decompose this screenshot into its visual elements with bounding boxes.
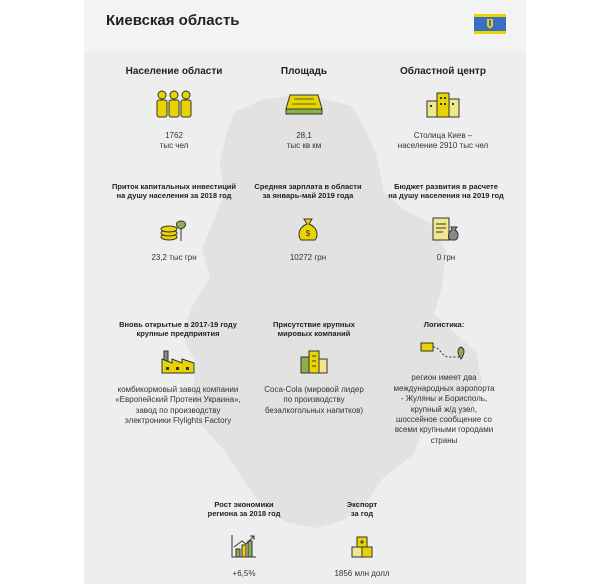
stat-logistics bbox=[374, 320, 514, 446]
budget-icon bbox=[431, 215, 461, 243]
stat-value: 28,1 тыс кв км bbox=[286, 130, 322, 150]
stat-world-companies bbox=[264, 320, 364, 416]
export-boxes-icon bbox=[348, 533, 376, 559]
growth-chart-icon bbox=[230, 533, 258, 559]
region-flag-icon bbox=[474, 14, 506, 34]
stat-salary bbox=[248, 182, 368, 263]
infographic-card bbox=[84, 0, 526, 584]
stat-label: Приток капитальных инвестиций на душу населения за 2018 год bbox=[111, 182, 237, 201]
logistics-route-icon bbox=[419, 337, 469, 363]
stat-label: Население области bbox=[125, 66, 223, 77]
stat-value: 10272 грн bbox=[289, 252, 327, 262]
stat-value: 1856 млн долл bbox=[334, 568, 390, 578]
city-buildings-icon bbox=[423, 89, 463, 119]
stat-label: Присутствие крупных мировых компаний bbox=[273, 320, 355, 339]
stat-label: Площадь bbox=[280, 66, 328, 77]
stat-label: Средняя зарплата в области за январь-май 2019 года bbox=[254, 182, 362, 201]
factory-icon bbox=[160, 347, 196, 375]
header bbox=[84, 0, 526, 52]
stat-new-enterprises bbox=[98, 320, 258, 426]
stat-value: регион имеет два международных аэропорта - Жуляны и Борисполь, крупный ж/д узел, шоссейное сообщение со всеми крупными городами страны bbox=[393, 373, 495, 445]
land-area-icon bbox=[284, 89, 324, 119]
people-icon bbox=[154, 89, 194, 119]
page-title: Киевская область bbox=[106, 12, 240, 29]
stat-value: Столица Киев – население 2910 тыс чел bbox=[397, 130, 489, 150]
stat-value: Coca-Cola (мировой лидер по производству безалкогольных напитков) bbox=[264, 384, 364, 415]
stat-label: Вновь открытые в 2017-19 году крупные предприятия bbox=[119, 320, 237, 339]
stat-value: комбикормовый завод компании «Европейский Протеин Украина», завод по производству электроники Flylights Factory bbox=[115, 384, 241, 425]
stat-label: Экспорт за год bbox=[346, 500, 378, 519]
stat-value: 0 грн bbox=[436, 252, 456, 262]
stat-label: Рост экономики региона за 2018 год bbox=[207, 500, 281, 519]
stat-budget bbox=[376, 182, 516, 263]
investment-coins-icon bbox=[159, 215, 189, 243]
stat-population bbox=[114, 66, 234, 151]
stat-label: Областной центр bbox=[400, 66, 486, 77]
stat-value: +6,5% bbox=[232, 568, 256, 578]
stat-investments bbox=[104, 182, 244, 263]
stat-economic-growth bbox=[194, 500, 294, 579]
stat-value: 1762 тыс чел bbox=[159, 130, 189, 150]
companies-icon bbox=[299, 347, 329, 375]
stat-center bbox=[368, 66, 518, 151]
stat-label: Логистика: bbox=[423, 320, 465, 329]
stat-value: 23,2 тыс грн bbox=[151, 252, 197, 262]
stat-export bbox=[312, 500, 412, 579]
svg-text:$: $ bbox=[305, 228, 311, 238]
stat-label: Бюджет развития в расчете на душу населения на 2019 год bbox=[388, 182, 504, 201]
money-bag-icon bbox=[293, 215, 323, 243]
stat-area bbox=[254, 66, 354, 151]
